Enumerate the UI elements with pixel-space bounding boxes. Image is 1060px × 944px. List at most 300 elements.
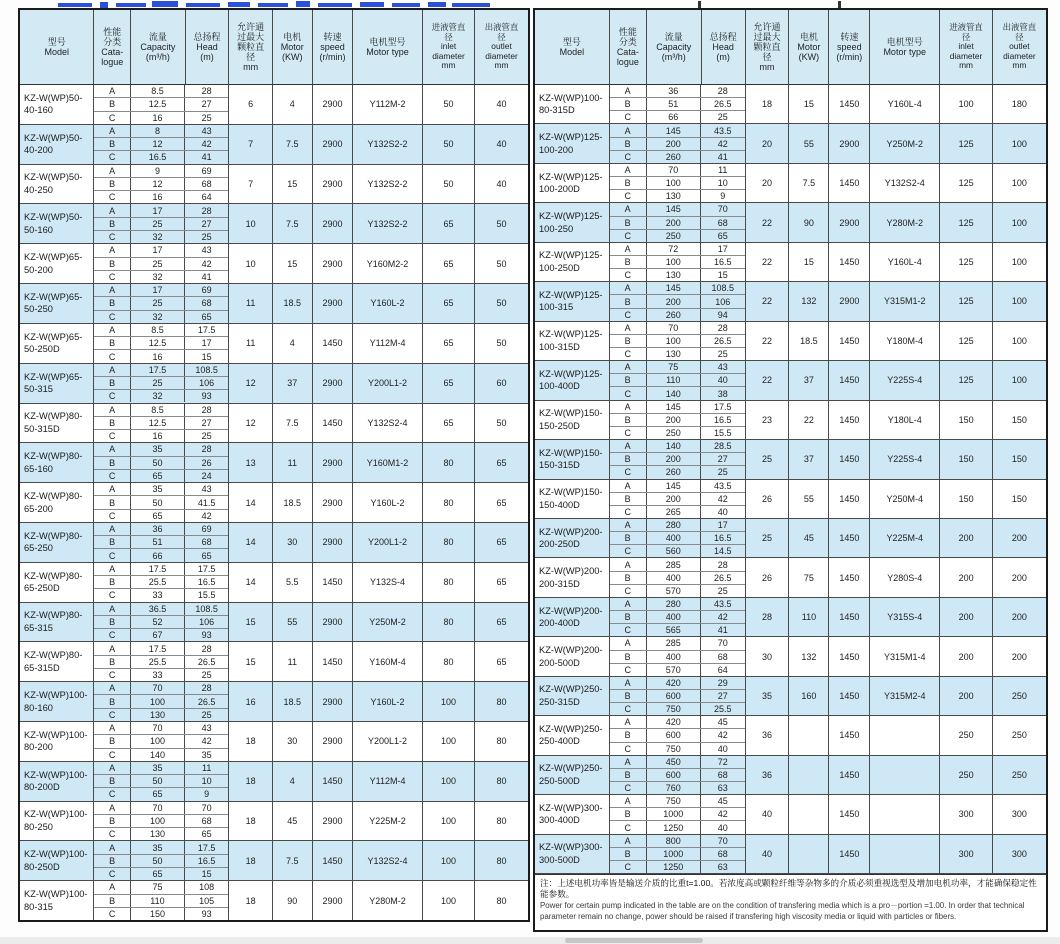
- cell-capacity: 260: [647, 151, 701, 163]
- cell-inlet-diameter: 200: [940, 677, 993, 715]
- header-line-zh: 性能: [618, 26, 637, 37]
- model-line: 200-500D: [539, 657, 580, 668]
- catalogue-sub-row: [610, 716, 745, 729]
- cell-motor-kw: 132: [789, 637, 829, 675]
- header-line-zh: 径: [444, 31, 453, 42]
- cell-motor-kw: 7.5: [273, 204, 313, 243]
- cell-inlet-diameter: 250: [940, 716, 993, 754]
- cell-catalogue: A: [610, 282, 647, 294]
- cell-speed: 2900: [313, 523, 354, 562]
- cell-outlet-diameter: 180: [1011, 99, 1027, 110]
- cell-catalogue: B: [610, 374, 647, 386]
- cell-speed: 1450: [313, 642, 354, 681]
- cell-inlet-diameter: 200: [940, 558, 993, 596]
- cell-motor-kw: 55: [789, 124, 829, 162]
- cell-catalogue: A: [610, 164, 647, 176]
- catalogue-sub-row: [610, 440, 745, 453]
- cell-catalogue: B: [610, 532, 647, 544]
- cell-motor-kw: 18.5: [789, 322, 829, 360]
- cell-max-particle: 36: [746, 716, 790, 754]
- table-row: [535, 519, 1046, 558]
- cell-catalogue: B: [610, 493, 647, 505]
- catalogue-sub-row: [610, 480, 745, 493]
- footnote-chinese: 注：上述电机功率皆是输送介质的比重t=1.00。若浓度高或颗粒纤维等杂物多的介质必须重视选型及增加电机功率，才能确保稳定性能参数。: [540, 878, 1037, 900]
- header-model: [20, 10, 94, 84]
- catalogue-sub-row: [610, 637, 745, 650]
- cell-model: [20, 125, 94, 164]
- model-line: 50-200: [24, 264, 53, 275]
- table-row: [20, 85, 528, 125]
- cell-head: 16.5: [714, 257, 732, 268]
- header-line-en: mm: [759, 62, 775, 73]
- cell-catalogue: C: [94, 231, 130, 243]
- cell-head: 25: [201, 670, 212, 681]
- cell-head: 105: [199, 895, 215, 906]
- cell-motor-kw: 37: [273, 364, 313, 403]
- cell-head: 45: [717, 717, 728, 728]
- cell-head: 64: [717, 664, 728, 675]
- catalogue-sub-row: [610, 374, 745, 387]
- model-line: KZ-W(WP)150-: [539, 408, 603, 419]
- cell-head: 26.5: [714, 572, 732, 583]
- table-row: [20, 284, 528, 324]
- abc-stack: [94, 204, 229, 243]
- cell-head: 17.5: [714, 401, 732, 412]
- catalogue-sub-row: [610, 808, 745, 821]
- cell-head: 68: [201, 537, 212, 548]
- cell-inlet-diameter: 65: [423, 284, 476, 323]
- cell-model: [20, 523, 94, 562]
- catalogue-sub-row: [94, 656, 228, 669]
- cell-motor-type: Y112M-4: [353, 324, 422, 363]
- cell-motor-type: Y160L-2: [353, 284, 422, 323]
- cell-model: [535, 598, 610, 636]
- cell-outlet-diameter: 80: [496, 736, 507, 747]
- cell-speed: 2900: [313, 125, 354, 164]
- cell-speed: 1450: [829, 637, 870, 675]
- cell-capacity: 100: [131, 695, 185, 707]
- cell-capacity: 760: [647, 782, 701, 794]
- cell-speed: 2900: [313, 204, 354, 243]
- cell-head: 28: [201, 86, 212, 97]
- catalogue-sub-row: [610, 585, 745, 597]
- model-line: KZ-W(WP)125-: [539, 211, 603, 222]
- cell-capacity: 32: [131, 271, 185, 283]
- cell-motor-type: [870, 835, 940, 873]
- footnote-english: Power for certain pump indicated in the table are on the condition of transfering media which is a pro－portion =1.00. In order that technical parameter remain no change, power should be raised if transfering high viscosity media or liquid with particles or fibers.: [540, 901, 1025, 921]
- abc-stack: [94, 722, 229, 761]
- catalogue-sub-row: [610, 98, 745, 111]
- cell-model: [535, 480, 610, 518]
- cell-motor-kw: 7.5: [273, 125, 313, 164]
- cell-capacity: 25: [131, 377, 185, 389]
- header-cat: [94, 10, 131, 84]
- header-line-zh: 径: [762, 52, 772, 63]
- cell-motor-type: Y225S-4: [870, 361, 940, 399]
- catalogue-sub-row: [610, 558, 745, 571]
- cell-inlet-diameter: 80: [423, 603, 476, 642]
- cell-capacity: 130: [131, 709, 185, 721]
- cell-catalogue: C: [610, 506, 647, 518]
- cell-head: 10: [201, 776, 212, 787]
- cell-motor-kw: [789, 835, 829, 873]
- cell-model: [20, 404, 94, 443]
- cell-inlet-diameter: 100: [423, 841, 476, 880]
- cell-motor-type: Y280M-2: [870, 203, 940, 241]
- header-line-en: speed: [837, 41, 862, 52]
- cell-motor-kw: 15: [789, 243, 829, 281]
- cell-speed: 2900: [313, 364, 354, 403]
- catalogue-sub-row: [94, 165, 228, 178]
- abc-stack: [610, 401, 746, 439]
- cell-motor-type: Y132S-4: [353, 563, 422, 602]
- cell-capacity: 250: [647, 230, 701, 242]
- horizontal-scrollbar-track[interactable]: [0, 937, 1060, 944]
- cell-head: 108.5: [195, 603, 218, 614]
- cell-head: 93: [201, 908, 212, 919]
- catalogue-sub-row: [94, 616, 228, 629]
- cell-speed: 2900: [829, 282, 870, 320]
- pump-spec-table-right: [533, 8, 1048, 932]
- cell-catalogue: A: [94, 682, 130, 694]
- cell-capacity: 8: [131, 125, 185, 137]
- cell-speed: 2900: [313, 802, 354, 841]
- model-line: KZ-W(WP)125-: [539, 289, 603, 300]
- catalogue-sub-row: [94, 563, 228, 576]
- cell-outlet-diameter: 150: [1011, 493, 1027, 504]
- cell-head: 26: [201, 457, 212, 468]
- table-row: [535, 480, 1046, 519]
- header-line-zh: 流量: [148, 31, 167, 42]
- cell-max-particle: 22: [746, 282, 790, 320]
- cell-capacity: 400: [647, 651, 701, 663]
- header-line-en: Capacity: [656, 41, 692, 52]
- cell-head: 15.5: [714, 428, 732, 439]
- header-line-en: (m): [200, 52, 214, 63]
- cell-capacity: 12.5: [131, 417, 185, 429]
- cell-outlet-diameter: 100: [1011, 257, 1027, 268]
- cell-head: 14.5: [714, 546, 732, 557]
- cell-max-particle: 18: [229, 841, 273, 880]
- cell-outlet-diameter: 200: [1011, 572, 1027, 583]
- model-line: 100-400D: [539, 381, 580, 392]
- cell-motor-kw: 90: [789, 203, 829, 241]
- cell-capacity: 600: [647, 729, 701, 741]
- cell-capacity: 25: [131, 218, 185, 230]
- cell-catalogue: A: [610, 440, 647, 452]
- cell-capacity: 32: [131, 390, 185, 402]
- catalogue-sub-row: [610, 203, 745, 216]
- cell-head: 28: [201, 643, 212, 654]
- cell-capacity: 265: [647, 506, 701, 518]
- catalogue-sub-row: [94, 151, 228, 163]
- cell-catalogue: C: [94, 749, 130, 761]
- cell-head: 41.5: [197, 497, 216, 508]
- cell-catalogue: C: [94, 549, 130, 561]
- cell-motor-type: Y200L1-2: [353, 364, 422, 403]
- cell-catalogue: C: [94, 589, 130, 601]
- cell-head: 27: [201, 417, 212, 428]
- cell-catalogue: A: [610, 203, 647, 215]
- abc-stack: [610, 85, 746, 123]
- cell-max-particle: 22: [746, 203, 790, 241]
- table-row: [20, 881, 528, 920]
- cell-capacity: 200: [647, 453, 701, 465]
- catalogue-sub-row: [94, 311, 228, 323]
- cell-head: 108.5: [711, 283, 735, 294]
- cell-motor-kw: [789, 716, 829, 754]
- cell-capacity: 1000: [647, 808, 701, 820]
- cell-head: 17: [717, 520, 728, 531]
- table-row: [535, 361, 1046, 400]
- catalogue-sub-row: [610, 493, 745, 506]
- header-type: [353, 10, 422, 84]
- cell-catalogue: B: [94, 775, 130, 787]
- header-line-en: Cata-: [101, 47, 124, 57]
- abc-stack: [610, 756, 746, 794]
- table-row: [20, 125, 528, 165]
- header-model: [535, 10, 610, 84]
- cell-capacity: 570: [647, 585, 701, 597]
- cell-max-particle: 26: [746, 480, 790, 518]
- cell-head: 40: [717, 506, 728, 517]
- cell-catalogue: C: [610, 861, 647, 873]
- model-line: 50-315D: [24, 423, 60, 434]
- cell-inlet-diameter: 80: [423, 443, 476, 482]
- abc-stack: [94, 443, 229, 482]
- cell-capacity: 75: [131, 881, 185, 893]
- cell-inlet-diameter: 125: [940, 124, 993, 162]
- cell-catalogue: C: [610, 151, 647, 163]
- cell-capacity: 12.5: [131, 98, 185, 110]
- header-line-en: Capacity: [140, 41, 176, 52]
- cell-model: [20, 443, 94, 482]
- cell-model: [20, 802, 94, 841]
- catalogue-sub-row: [94, 231, 228, 243]
- cell-catalogue: C: [610, 782, 647, 794]
- cell-capacity: 65: [131, 788, 185, 800]
- cell-outlet-diameter: 65: [496, 656, 507, 667]
- table-row: [20, 443, 528, 483]
- cell-motor-kw: 4: [273, 762, 313, 801]
- catalogue-sub-row: [610, 598, 745, 611]
- model-line: KZ-W(WP)100-: [539, 92, 603, 103]
- header-line-en: (r/min): [836, 52, 863, 63]
- cell-inlet-diameter: 200: [940, 519, 993, 557]
- cell-outlet-diameter: 80: [496, 816, 507, 827]
- cell-catalogue: A: [94, 284, 130, 296]
- cell-head: 40: [717, 375, 728, 386]
- cell-inlet-diameter: 50: [423, 85, 476, 124]
- cell-model: [535, 756, 610, 794]
- cell-inlet-diameter: 50: [423, 165, 476, 204]
- model-line: 65-160: [24, 463, 53, 474]
- model-line: 50-250D: [24, 344, 60, 355]
- cell-outlet-diameter: 60: [496, 378, 507, 389]
- cell-model: [20, 165, 94, 204]
- model-line: 50-315: [24, 384, 53, 395]
- cell-capacity: 32: [131, 311, 185, 323]
- abc-stack: [94, 881, 229, 920]
- model-line: KZ-W(WP)100-: [24, 849, 88, 860]
- cell-speed: 2900: [313, 881, 354, 920]
- model-line: KZ-W(WP)250-: [539, 763, 603, 774]
- cell-inlet-diameter: 65: [423, 204, 476, 243]
- catalogue-sub-row: [610, 729, 745, 742]
- cell-catalogue: C: [94, 271, 130, 283]
- cell-model: [535, 124, 610, 162]
- cell-head: 25: [201, 112, 212, 123]
- cell-capacity: 100: [131, 735, 185, 747]
- cell-head: 27: [717, 691, 728, 702]
- cell-head: 42: [717, 138, 728, 149]
- header-line-zh: 电机型号: [369, 36, 406, 47]
- cell-head: 16.5: [714, 533, 732, 544]
- cell-catalogue: C: [94, 311, 130, 323]
- cell-inlet-diameter: 100: [423, 881, 476, 920]
- cell-inlet-diameter: 200: [940, 637, 993, 675]
- cell-catalogue: B: [94, 576, 130, 588]
- cell-catalogue: A: [610, 243, 647, 255]
- cell-catalogue: C: [610, 269, 647, 281]
- cell-outlet-diameter: 100: [1011, 335, 1027, 346]
- cell-head: 68: [201, 298, 212, 309]
- cell-speed: 1450: [313, 404, 354, 443]
- model-line: 200-250D: [539, 539, 580, 550]
- catalogue-sub-row: [610, 111, 745, 123]
- cell-catalogue: B: [94, 218, 130, 230]
- catalogue-sub-row: [94, 258, 228, 271]
- abc-stack: [610, 480, 746, 518]
- model-line: KZ-W(WP)65-: [24, 291, 83, 302]
- cell-capacity: 750: [647, 703, 701, 715]
- cell-motor-kw: 18.5: [273, 284, 313, 323]
- cell-capacity: 35: [131, 762, 185, 774]
- catalogue-sub-row: [610, 190, 745, 202]
- cell-head: 42: [717, 612, 728, 623]
- abc-stack: [94, 244, 229, 283]
- cell-motor-type: Y225M-4: [870, 519, 940, 557]
- cell-max-particle: 26: [746, 558, 790, 596]
- cell-capacity: 67: [131, 629, 185, 641]
- abc-stack: [94, 762, 229, 801]
- cell-head: 72: [717, 756, 728, 767]
- catalogue-sub-row: [610, 348, 745, 360]
- cell-catalogue: A: [610, 558, 647, 570]
- cell-outlet-diameter: 300: [1011, 848, 1027, 859]
- catalogue-sub-row: [610, 703, 745, 715]
- cell-motor-type: Y250M-2: [870, 124, 940, 162]
- cell-head: 94: [717, 309, 728, 320]
- cell-motor-type: Y112M-2: [353, 85, 422, 124]
- cell-capacity: 100: [647, 335, 701, 347]
- header-head: [186, 10, 230, 84]
- cell-outlet-diameter: 150: [1011, 454, 1027, 465]
- model-line: 250-400D: [539, 736, 580, 747]
- cell-catalogue: A: [94, 443, 130, 455]
- cell-head: 43.5: [714, 598, 732, 609]
- abc-stack: [610, 164, 746, 202]
- cell-catalogue: B: [610, 690, 647, 702]
- cell-head: 17.5: [197, 563, 216, 574]
- cell-head: 28: [717, 559, 728, 570]
- catalogue-sub-row: [94, 762, 228, 775]
- catalogue-sub-row: [94, 828, 228, 840]
- cell-catalogue: A: [94, 324, 130, 336]
- cell-catalogue: A: [610, 480, 647, 492]
- cell-head: 41: [717, 625, 728, 636]
- header-line-zh: 径: [1015, 31, 1024, 42]
- cell-outlet-diameter: 150: [1011, 414, 1027, 425]
- cell-max-particle: 40: [746, 795, 790, 833]
- abc-stack: [610, 677, 746, 715]
- abc-stack: [94, 404, 229, 443]
- cell-catalogue: A: [94, 642, 130, 654]
- cell-speed: 1450: [313, 563, 354, 602]
- header-line-zh: 性能: [103, 26, 122, 37]
- model-line: KZ-W(WP)80-: [24, 570, 83, 581]
- cell-motor-type: Y280S-4: [870, 558, 940, 596]
- model-line: 250-500D: [539, 775, 580, 786]
- cell-catalogue: B: [94, 178, 130, 190]
- cell-head: 43.5: [714, 480, 732, 491]
- cell-head: 24: [201, 470, 212, 481]
- model-line: KZ-W(WP)80-: [24, 530, 83, 541]
- cell-motor-type: Y180M-4: [870, 322, 940, 360]
- cell-catalogue: A: [610, 85, 647, 97]
- cell-motor-kw: 11: [273, 443, 313, 482]
- cell-catalogue: A: [610, 637, 647, 649]
- cell-catalogue: B: [610, 848, 647, 860]
- table-row: [535, 677, 1046, 716]
- header-line-en: Motor: [280, 41, 304, 52]
- cell-speed: 1450: [829, 164, 870, 202]
- cell-head: 16.5: [197, 577, 216, 588]
- horizontal-scrollbar-thumb[interactable]: [565, 938, 703, 943]
- cell-model: [20, 204, 94, 243]
- cell-speed: 2900: [313, 244, 354, 283]
- cell-head: 25: [201, 709, 212, 720]
- cell-outlet-diameter: 100: [1011, 178, 1027, 189]
- cell-inlet-diameter: 65: [423, 244, 476, 283]
- cell-motor-kw: 90: [273, 881, 313, 920]
- cell-catalogue: A: [610, 401, 647, 413]
- cell-capacity: 140: [131, 749, 185, 761]
- cell-max-particle: 18: [229, 881, 273, 920]
- table-row: [20, 603, 528, 643]
- model-line: 100-250D: [539, 263, 580, 274]
- table-row: [535, 756, 1046, 795]
- cell-catalogue: B: [610, 572, 647, 584]
- cell-speed: 1450: [829, 519, 870, 557]
- model-line: 40-160: [24, 105, 53, 116]
- catalogue-sub-row: [94, 510, 228, 522]
- header-line-en: mm: [243, 62, 259, 73]
- model-line: 80-315D: [539, 105, 575, 116]
- catalogue-sub-row: [94, 443, 228, 456]
- cell-motor-kw: 55: [789, 480, 829, 518]
- cell-catalogue: C: [94, 510, 130, 522]
- cell-capacity: 200: [647, 295, 701, 307]
- cell-motor-type: [870, 795, 940, 833]
- catalogue-sub-row: [610, 427, 745, 439]
- cell-head: 17: [717, 243, 728, 254]
- cell-capacity: 800: [647, 835, 701, 847]
- cell-speed: 2900: [313, 722, 354, 761]
- cell-inlet-diameter: 300: [940, 835, 993, 873]
- cell-head: 28: [201, 404, 212, 415]
- model-line: 300-400D: [539, 815, 580, 826]
